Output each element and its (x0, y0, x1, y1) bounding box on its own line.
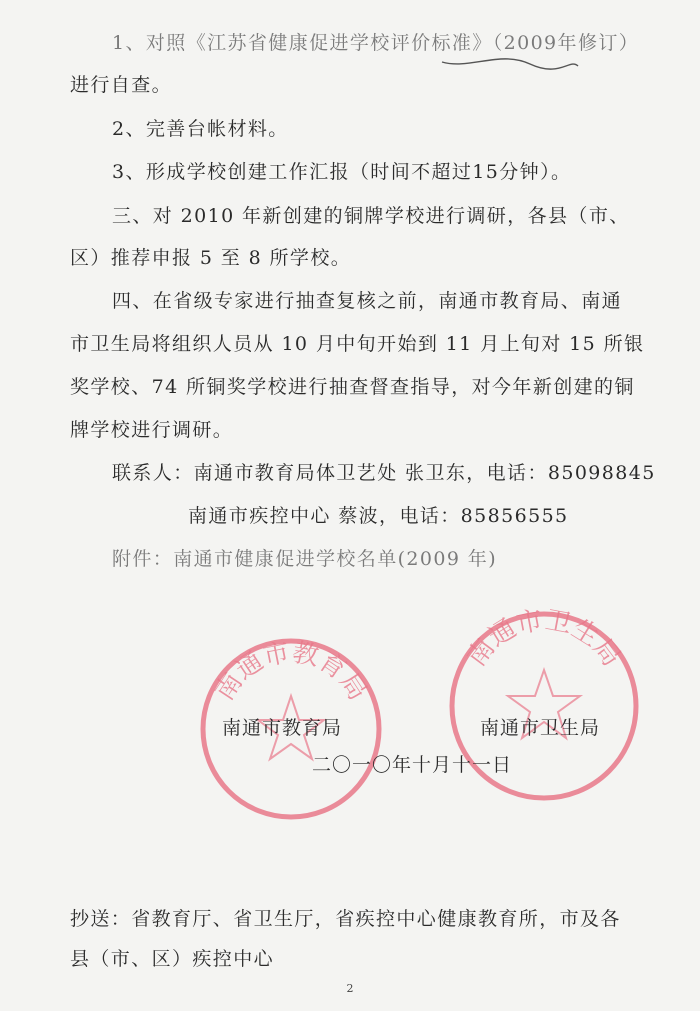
item-1-text: 1、对照《江苏省健康促进学校评价标准》（2009年修订） (112, 32, 640, 54)
section-4-line-3: 奖学校、74 所铜奖学校进行抽查督查指导，对今年新创建的铜 (70, 376, 635, 398)
section-3-continuation: 区）推荐申报 5 至 8 所学校。 (70, 247, 352, 269)
item-1-continuation: 进行自查。 (70, 74, 173, 96)
item-3-text: 3、形成学校创建工作汇报（时间不超过15分钟）。 (112, 161, 572, 183)
cc-line-1: 抄送：省教育厅、省卫生厅，省疾控中心健康教育所，市及各 (70, 908, 621, 930)
page-number: 2 (346, 982, 354, 995)
contact-person-2: 南通市疾控中心 蔡波，电话：85856555 (188, 505, 569, 527)
attachment-line: 附件：南通市健康促进学校名单(2009 年) (112, 548, 498, 570)
seal1-text: 南通市教育局 (209, 637, 373, 706)
pen-scribble-mark (440, 40, 580, 80)
section-3-text: 三、对 2010 年新创建的铜牌学校进行调研，各县（市、 (112, 205, 630, 227)
seal2-text: 南通市卫生局 (461, 606, 627, 673)
cc-line-2: 县（市、区）疾控中心 (70, 948, 275, 970)
section-4-text: 四、在省级专家进行抽查复核之前，南通市教育局、南通 (112, 290, 623, 312)
contact-person-1: 联系人：南通市教育局体卫艺处 张卫东，电话：85098845 (112, 462, 656, 484)
section-4-line-2: 市卫生局将组织人员从 10 月中旬开始到 11 月上旬对 15 所银 (70, 333, 645, 355)
signature-health-bureau: 南通市卫生局 (480, 717, 601, 739)
item-2-text: 2、完善台帐材料。 (112, 118, 289, 140)
signature-education-bureau: 南通市教育局 (222, 717, 343, 739)
section-4-line-4: 牌学校进行调研。 (70, 419, 234, 441)
signature-date: 二〇一〇年十月十一日 (312, 754, 513, 776)
